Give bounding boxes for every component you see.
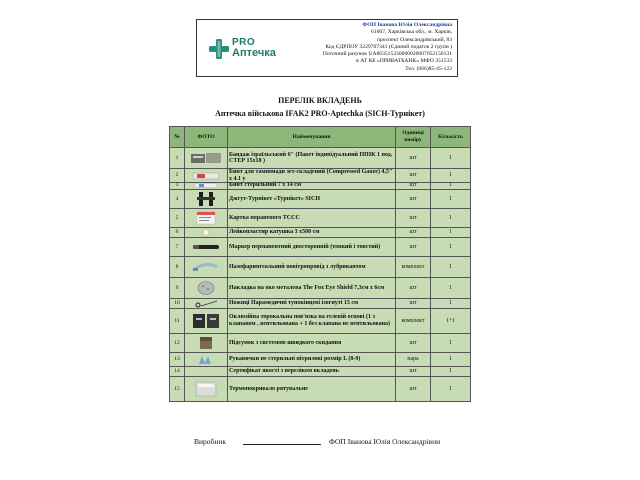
row-unit: шт [396, 277, 431, 298]
row-name: Лейкопластир катушка 3 х500 см [228, 227, 396, 237]
sterile-bandage-photo-icon [189, 183, 223, 188]
row-num: 15 [170, 376, 185, 401]
row-photo [185, 376, 228, 401]
casualty-card-photo-icon [189, 211, 223, 225]
table-row [170, 333, 471, 352]
row-unit: шт [396, 208, 431, 227]
airway-photo-icon [189, 259, 223, 275]
document-title: ПЕРЕЛІК ВКЛАДЕНЬ [278, 96, 362, 105]
table-row [170, 277, 471, 298]
row-name: Бинт для тампонади зет-складений (Compressed Gauze) 4,5" x 4.1 y [228, 169, 396, 183]
row-qty: 1 [431, 189, 471, 208]
header-num: № [170, 127, 185, 148]
row-qty: 1 [431, 237, 471, 256]
row-unit: шт [396, 298, 431, 308]
logo-text-aptechka: Аптечка [232, 47, 276, 59]
row-name: Термопокривало рятувальне [228, 376, 396, 401]
row-name: Накладка на око металева The Fox Eye Shield 7,3см х 6см [228, 277, 396, 298]
manufacturer-label: Виробник [194, 437, 227, 446]
row-unit: комплект [396, 256, 431, 277]
row-unit: шт [396, 333, 431, 352]
row-name: Рукавички не стерильні нітрилові розмір L (8-9) [228, 352, 396, 366]
row-unit: шт [396, 183, 431, 190]
row-num: 7 [170, 237, 185, 256]
marker-photo-icon [189, 240, 223, 254]
row-photo [185, 183, 228, 190]
row-photo [185, 366, 228, 376]
row-photo [185, 333, 228, 352]
row-unit: шт [396, 366, 431, 376]
header-qty: Кількість [431, 127, 471, 148]
row-unit: пара [396, 352, 431, 366]
row-num: 6 [170, 227, 185, 237]
bandage-photo-icon [189, 151, 223, 165]
row-num: 2 [170, 169, 185, 183]
row-name: Підсумок з системою швидкого скидання [228, 333, 396, 352]
company-tax-code: Код ЄДРПОУ 3229707341 (Єдиний податок 2 групи ) [325, 43, 452, 50]
row-unit: комплект [396, 308, 431, 333]
pouch-photo-icon [189, 336, 223, 350]
logo-text-pro: PRO [232, 37, 256, 48]
row-name: Назофарингеальний повітропровід з лубрикантом [228, 256, 396, 277]
row-qty: 1 [431, 256, 471, 277]
row-unit: шт [396, 376, 431, 401]
row-qty: 1 [431, 333, 471, 352]
row-photo [185, 352, 228, 366]
company-name: ФОП Іванова Юлія Олександрівна [362, 22, 452, 28]
company-address-line: проспект Олександрівський, 83 [376, 36, 452, 43]
row-name: Ножиці Парамедичні тупокінцеві ізогнуті 15 см [228, 298, 396, 308]
contents-table [169, 126, 471, 402]
row-num: 9 [170, 277, 185, 298]
row-qty: 1 [431, 277, 471, 298]
header-photo: ФОТО [185, 127, 228, 148]
row-photo [185, 298, 228, 308]
gauze-photo-icon [189, 171, 223, 181]
row-name: Бандаж ізраїльський 6" (Пакет індивідуальний ППІК 1 под. СТЕР 15х18 ) [228, 148, 396, 169]
table-row [170, 208, 471, 227]
row-unit: шт [396, 169, 431, 183]
company-address-line: 61007, Харківська обл., м. Харків, [371, 29, 452, 36]
row-num: 12 [170, 333, 185, 352]
row-num: 11 [170, 308, 185, 333]
row-photo [185, 208, 228, 227]
row-num: 5 [170, 208, 185, 227]
row-photo [185, 256, 228, 277]
table-row [170, 183, 471, 190]
row-qty: 1 [431, 169, 471, 183]
row-qty: 1 [431, 148, 471, 169]
row-name: Картка пораненого TCCC [228, 208, 396, 227]
company-header [196, 19, 458, 77]
pro-aptechka-logo [209, 37, 299, 61]
table-row [170, 169, 471, 183]
company-details [287, 22, 452, 73]
row-qty: 1 [431, 352, 471, 366]
document-subtitle: Аптечка військова IFAK2 PRO-Aptechka (SICH-Турнікет) [215, 109, 425, 118]
table-row [170, 376, 471, 401]
gloves-photo-icon [189, 354, 223, 365]
row-qty: 1 [431, 298, 471, 308]
thermal-blanket-photo-icon [189, 380, 223, 398]
row-photo [185, 148, 228, 169]
row-unit: шт [396, 189, 431, 208]
row-qty: 1+1 [431, 308, 471, 333]
row-unit: шт [396, 237, 431, 256]
chest-seal-photo-icon [189, 312, 223, 330]
row-qty: 1 [431, 376, 471, 401]
eye-shield-photo-icon [189, 280, 223, 296]
table-row [170, 227, 471, 237]
manufacturer-name: ФОП Іванова Юлія Олександрівни [329, 437, 441, 446]
row-name: Оклюзійна торокальна пов'язка на гелевій основі (1 з клапаном , вентильована + 1 без клапана не вентильована) [228, 308, 396, 333]
row-photo [185, 189, 228, 208]
row-qty: 1 [431, 208, 471, 227]
company-bank: в АТ КБ «ПРИВАТБАНК» МФО 351533 [356, 58, 452, 65]
table-row [170, 366, 471, 376]
table-row [170, 148, 471, 169]
table-row [170, 256, 471, 277]
row-num: 4 [170, 189, 185, 208]
scissors-photo-icon [189, 299, 223, 308]
table-row [170, 352, 471, 366]
table-row [170, 298, 471, 308]
company-account: Поточний рахунок UA863515330000026007052150131 [322, 51, 452, 58]
row-name: Бинт стерильний 7 х 14 см [228, 183, 396, 190]
tape-roll-photo-icon [189, 228, 223, 237]
row-qty: 1 [431, 366, 471, 376]
row-name: Сертифікат якості з переліком вкладень [228, 366, 396, 376]
row-num: 3 [170, 183, 185, 190]
row-unit: шт [396, 227, 431, 237]
signature-line [243, 444, 321, 445]
row-photo [185, 237, 228, 256]
row-photo [185, 308, 228, 333]
row-num: 13 [170, 352, 185, 366]
tourniquet-photo-icon [189, 191, 223, 207]
row-num: 8 [170, 256, 185, 277]
row-name: Маркер перманентний двосторонній (тонкий і товстий) [228, 237, 396, 256]
company-phone: Тел. (066)85-45-122 [405, 65, 452, 72]
row-num: 10 [170, 298, 185, 308]
row-qty: 1 [431, 183, 471, 190]
table-row [170, 237, 471, 256]
row-photo [185, 227, 228, 237]
header-name: Найменування [228, 127, 396, 148]
table-header-row [170, 127, 471, 148]
row-photo [185, 277, 228, 298]
row-num: 1 [170, 148, 185, 169]
row-photo [185, 169, 228, 183]
table-row [170, 308, 471, 333]
row-name: Джгут-Турнікет «Турнікет» SICH [228, 189, 396, 208]
table-row [170, 189, 471, 208]
header-unit: Одиниці виміру [396, 127, 431, 148]
row-num: 14 [170, 366, 185, 376]
medical-cross-icon [209, 39, 229, 59]
row-unit: шт [396, 148, 431, 169]
row-qty: 1 [431, 227, 471, 237]
